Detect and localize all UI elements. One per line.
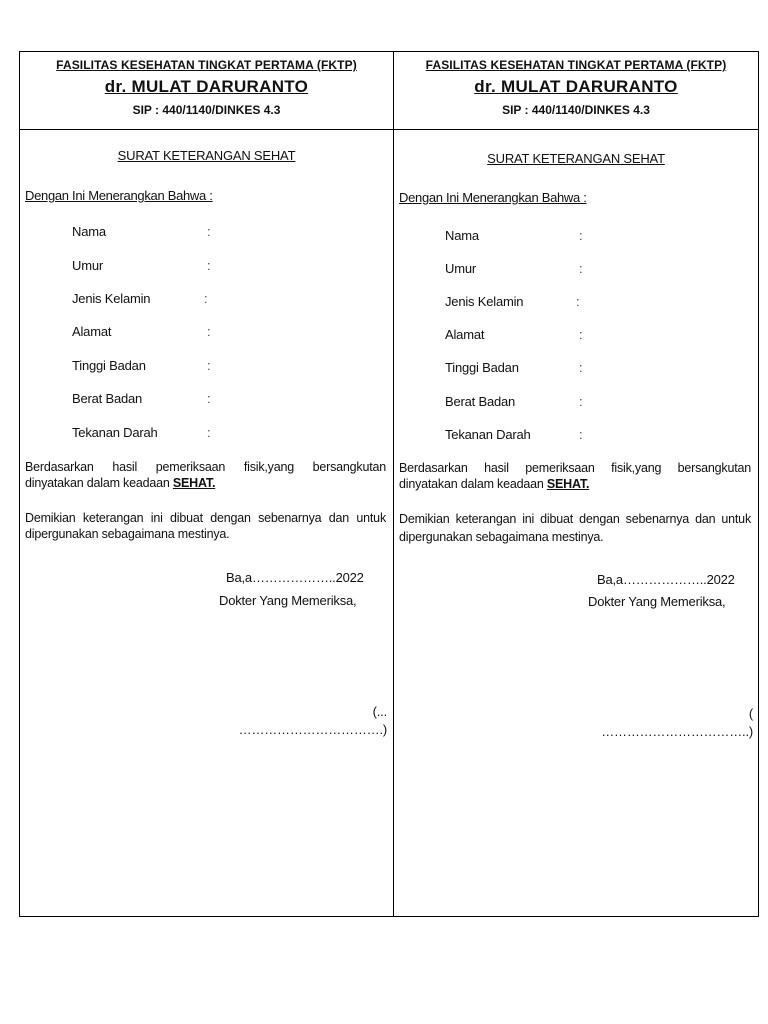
colon: :	[579, 228, 583, 243]
result-line-2	[25, 475, 215, 491]
field-label-jenis-kelamin: Jenis Kelamin	[72, 291, 151, 306]
field-label-tekanan-darah: Tekanan Darah	[72, 425, 158, 440]
health-status: SEHAT.	[546, 477, 590, 491]
colon: :	[579, 261, 583, 276]
field-label-alamat: Alamat	[72, 324, 112, 339]
intro-text: Dengan Ini Menerangkan Bahwa :	[399, 190, 587, 205]
colon: :	[579, 427, 583, 442]
field-label-nama: Nama	[445, 228, 479, 243]
examiner-label: Dokter Yang Memeriksa,	[219, 593, 357, 608]
facility-name: FASILITAS KESEHATAN TINGKAT PERTAMA (FKTP)	[56, 58, 357, 72]
result-prefix: dinyatakan dalam keadaan	[25, 476, 173, 490]
colon: :	[576, 294, 580, 309]
result-line-1: Berdasarkan hasil pemeriksaan fisik,yang bersangkutan	[25, 460, 386, 474]
field-label-jenis-kelamin: Jenis Kelamin	[445, 294, 524, 309]
signature-open: (	[748, 706, 753, 721]
certificate-title: SURAT KETERANGAN SEHAT	[117, 148, 296, 163]
field-label-alamat: Alamat	[445, 327, 485, 342]
doctor-name: dr. MULAT DARURANTO	[104, 77, 309, 96]
right-certificate	[394, 52, 758, 916]
certificate-title: SURAT KETERANGAN SEHAT	[487, 151, 665, 166]
left-certificate	[20, 52, 393, 916]
result-line-1: Berdasarkan hasil pemeriksaan fisik,yang bersangkutan	[399, 461, 751, 475]
health-status: SEHAT.	[172, 476, 216, 490]
colon: :	[207, 324, 211, 339]
doctor-name: dr. MULAT DARURANTO	[474, 77, 678, 96]
sip-number: SIP : 440/1140/DINKES 4.3	[132, 103, 281, 117]
examiner-label: Dokter Yang Memeriksa,	[588, 594, 726, 609]
field-label-berat-badan: Berat Badan	[72, 391, 143, 406]
letterhead	[20, 52, 393, 129]
colon: :	[207, 258, 211, 273]
closing-line-1: Demikian keterangan ini dibuat dengan sebenarnya dan untuk	[399, 512, 751, 526]
colon: :	[204, 291, 208, 306]
closing-line-1: Demikian keterangan ini dibuat dengan sebenarnya dan untuk	[25, 511, 386, 525]
field-label-tinggi-badan: Tinggi Badan	[72, 358, 146, 373]
closing-line-2: dipergunakan sebagaimana mestinya.	[25, 527, 230, 541]
colon: :	[579, 360, 583, 375]
field-label-tekanan-darah: Tekanan Darah	[445, 427, 531, 442]
letterhead	[394, 52, 758, 129]
colon: :	[207, 358, 211, 373]
colon: :	[207, 224, 211, 239]
facility-name: FASILITAS KESEHATAN TINGKAT PERTAMA (FKTP)	[425, 58, 727, 72]
field-label-umur: Umur	[445, 261, 476, 276]
sip-number: SIP : 440/1140/DINKES 4.3	[502, 103, 650, 117]
colon: :	[579, 327, 583, 342]
result-prefix: dinyatakan dalam keadaan	[399, 477, 547, 491]
colon: :	[207, 425, 211, 440]
result-line-2	[399, 476, 589, 492]
colon: :	[207, 391, 211, 406]
closing-line-2: dipergunakan sebagaimana mestinya.	[399, 530, 604, 544]
intro-text: Dengan Ini Menerangkan Bahwa :	[25, 188, 213, 203]
signature-line: …………………………….)	[238, 722, 387, 737]
document-sheet	[19, 51, 759, 917]
signature-line: ……………………………..)	[601, 724, 753, 739]
field-label-tinggi-badan: Tinggi Badan	[445, 360, 519, 375]
signature-open: (...	[372, 704, 387, 719]
place-date: Ba,a………………..2022	[226, 570, 364, 585]
place-date: Ba,a………………..2022	[597, 572, 735, 587]
field-label-nama: Nama	[72, 224, 106, 239]
field-label-berat-badan: Berat Badan	[445, 394, 516, 409]
colon: :	[579, 394, 583, 409]
field-label-umur: Umur	[72, 258, 103, 273]
